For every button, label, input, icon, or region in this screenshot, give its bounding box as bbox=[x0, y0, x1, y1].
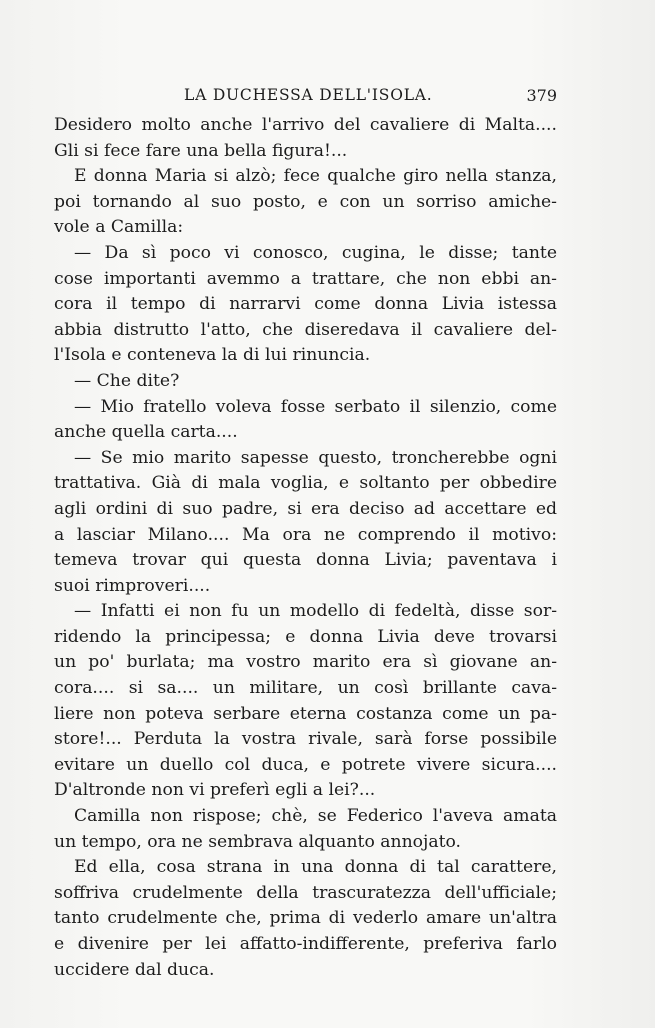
text-line: — Mio fratello voleva fosse serbato il silenzio, come bbox=[74, 396, 557, 417]
body-text bbox=[54, 113, 557, 983]
text-line: Gli si fece fare una bella figura!... bbox=[54, 140, 348, 161]
page-header bbox=[54, 86, 557, 110]
text-line: D'altronde non vi preferì egli a lei?... bbox=[54, 780, 376, 801]
text-line: uccidere dal duca. bbox=[54, 959, 215, 980]
text-line: cora.... si sa.... un militare, un così brillante cava- bbox=[54, 678, 557, 699]
text-line: e divenire per lei affatto-indifferente, preferiva farlo bbox=[54, 934, 557, 954]
text-line: poi tornando al suo posto, e con un sorriso amiche- bbox=[54, 191, 557, 212]
text-line: cora il tempo di narrarvi come donna Livia istessa bbox=[54, 294, 557, 315]
page-number: 379 bbox=[526, 86, 557, 105]
text-line: trattativa. Già di mala voglia, e soltanto per obbedire bbox=[54, 473, 557, 494]
text-line: temeva trovar qui questa donna Livia; paventava i bbox=[54, 550, 557, 571]
text-line: ridendo la principessa; e donna Livia deve trovarsi bbox=[54, 626, 557, 647]
text-line: cose importanti avemmo a trattare, che non ebbi an- bbox=[54, 268, 557, 289]
text-line: a lasciar Milano.... Ma ora ne comprendo il motivo: bbox=[54, 524, 557, 545]
text-line: evitare un duello col duca, e potrete vivere sicura.... bbox=[54, 754, 557, 775]
text-line: — Infatti ei non fu un modello di fedeltà, disse sor- bbox=[74, 601, 557, 622]
text-line: un tempo, ora ne sembrava alquanto annojato. bbox=[54, 831, 461, 852]
text-line: store!... Perduta la vostra rivale, sarà forse possibile bbox=[54, 729, 557, 750]
text-line: Ed ella, cosa strana in una donna di tal carattere, bbox=[74, 857, 557, 878]
text-line: E donna Maria si alzò; fece qualche giro nella stanza, bbox=[74, 166, 557, 187]
text-line: liere non poteva serbare eterna costanza come un pa- bbox=[54, 703, 557, 724]
text-line: — Che dite? bbox=[74, 370, 180, 391]
text-line: vole a Camilla: bbox=[54, 217, 184, 238]
text-line: Camilla non rispose; chè, se Federico l'aveva amata bbox=[74, 806, 557, 827]
running-title: LA DUCHESSA DELL'ISOLA. bbox=[184, 86, 433, 104]
text-line: — Da sì poco vi conosco, cugina, le disse; tante bbox=[74, 242, 557, 263]
text-line: — Se mio marito sapesse questo, troncherebbe ogni bbox=[74, 447, 557, 468]
text-line: abbia distrutto l'atto, che diseredava il cavaliere del- bbox=[54, 319, 557, 340]
text-line: un po' burlata; ma vostro marito era sì giovane an- bbox=[54, 652, 557, 673]
text-line: Desidero molto anche l'arrivo del cavaliere di Malta.... bbox=[54, 115, 557, 135]
text-line: l'Isola e conteneva la di lui rinuncia. bbox=[54, 345, 371, 366]
text-line: agli ordini di suo padre, si era deciso ad accettare ed bbox=[54, 498, 557, 519]
text-line: anche quella carta.... bbox=[54, 422, 238, 443]
text-line: soffriva crudelmente della trascuratezza dell'ufficiale; bbox=[54, 882, 557, 903]
text-line: tanto crudelmente che, prima di vederlo amare un'altra bbox=[54, 908, 557, 929]
text-line: suoi rimproveri.... bbox=[54, 575, 211, 596]
